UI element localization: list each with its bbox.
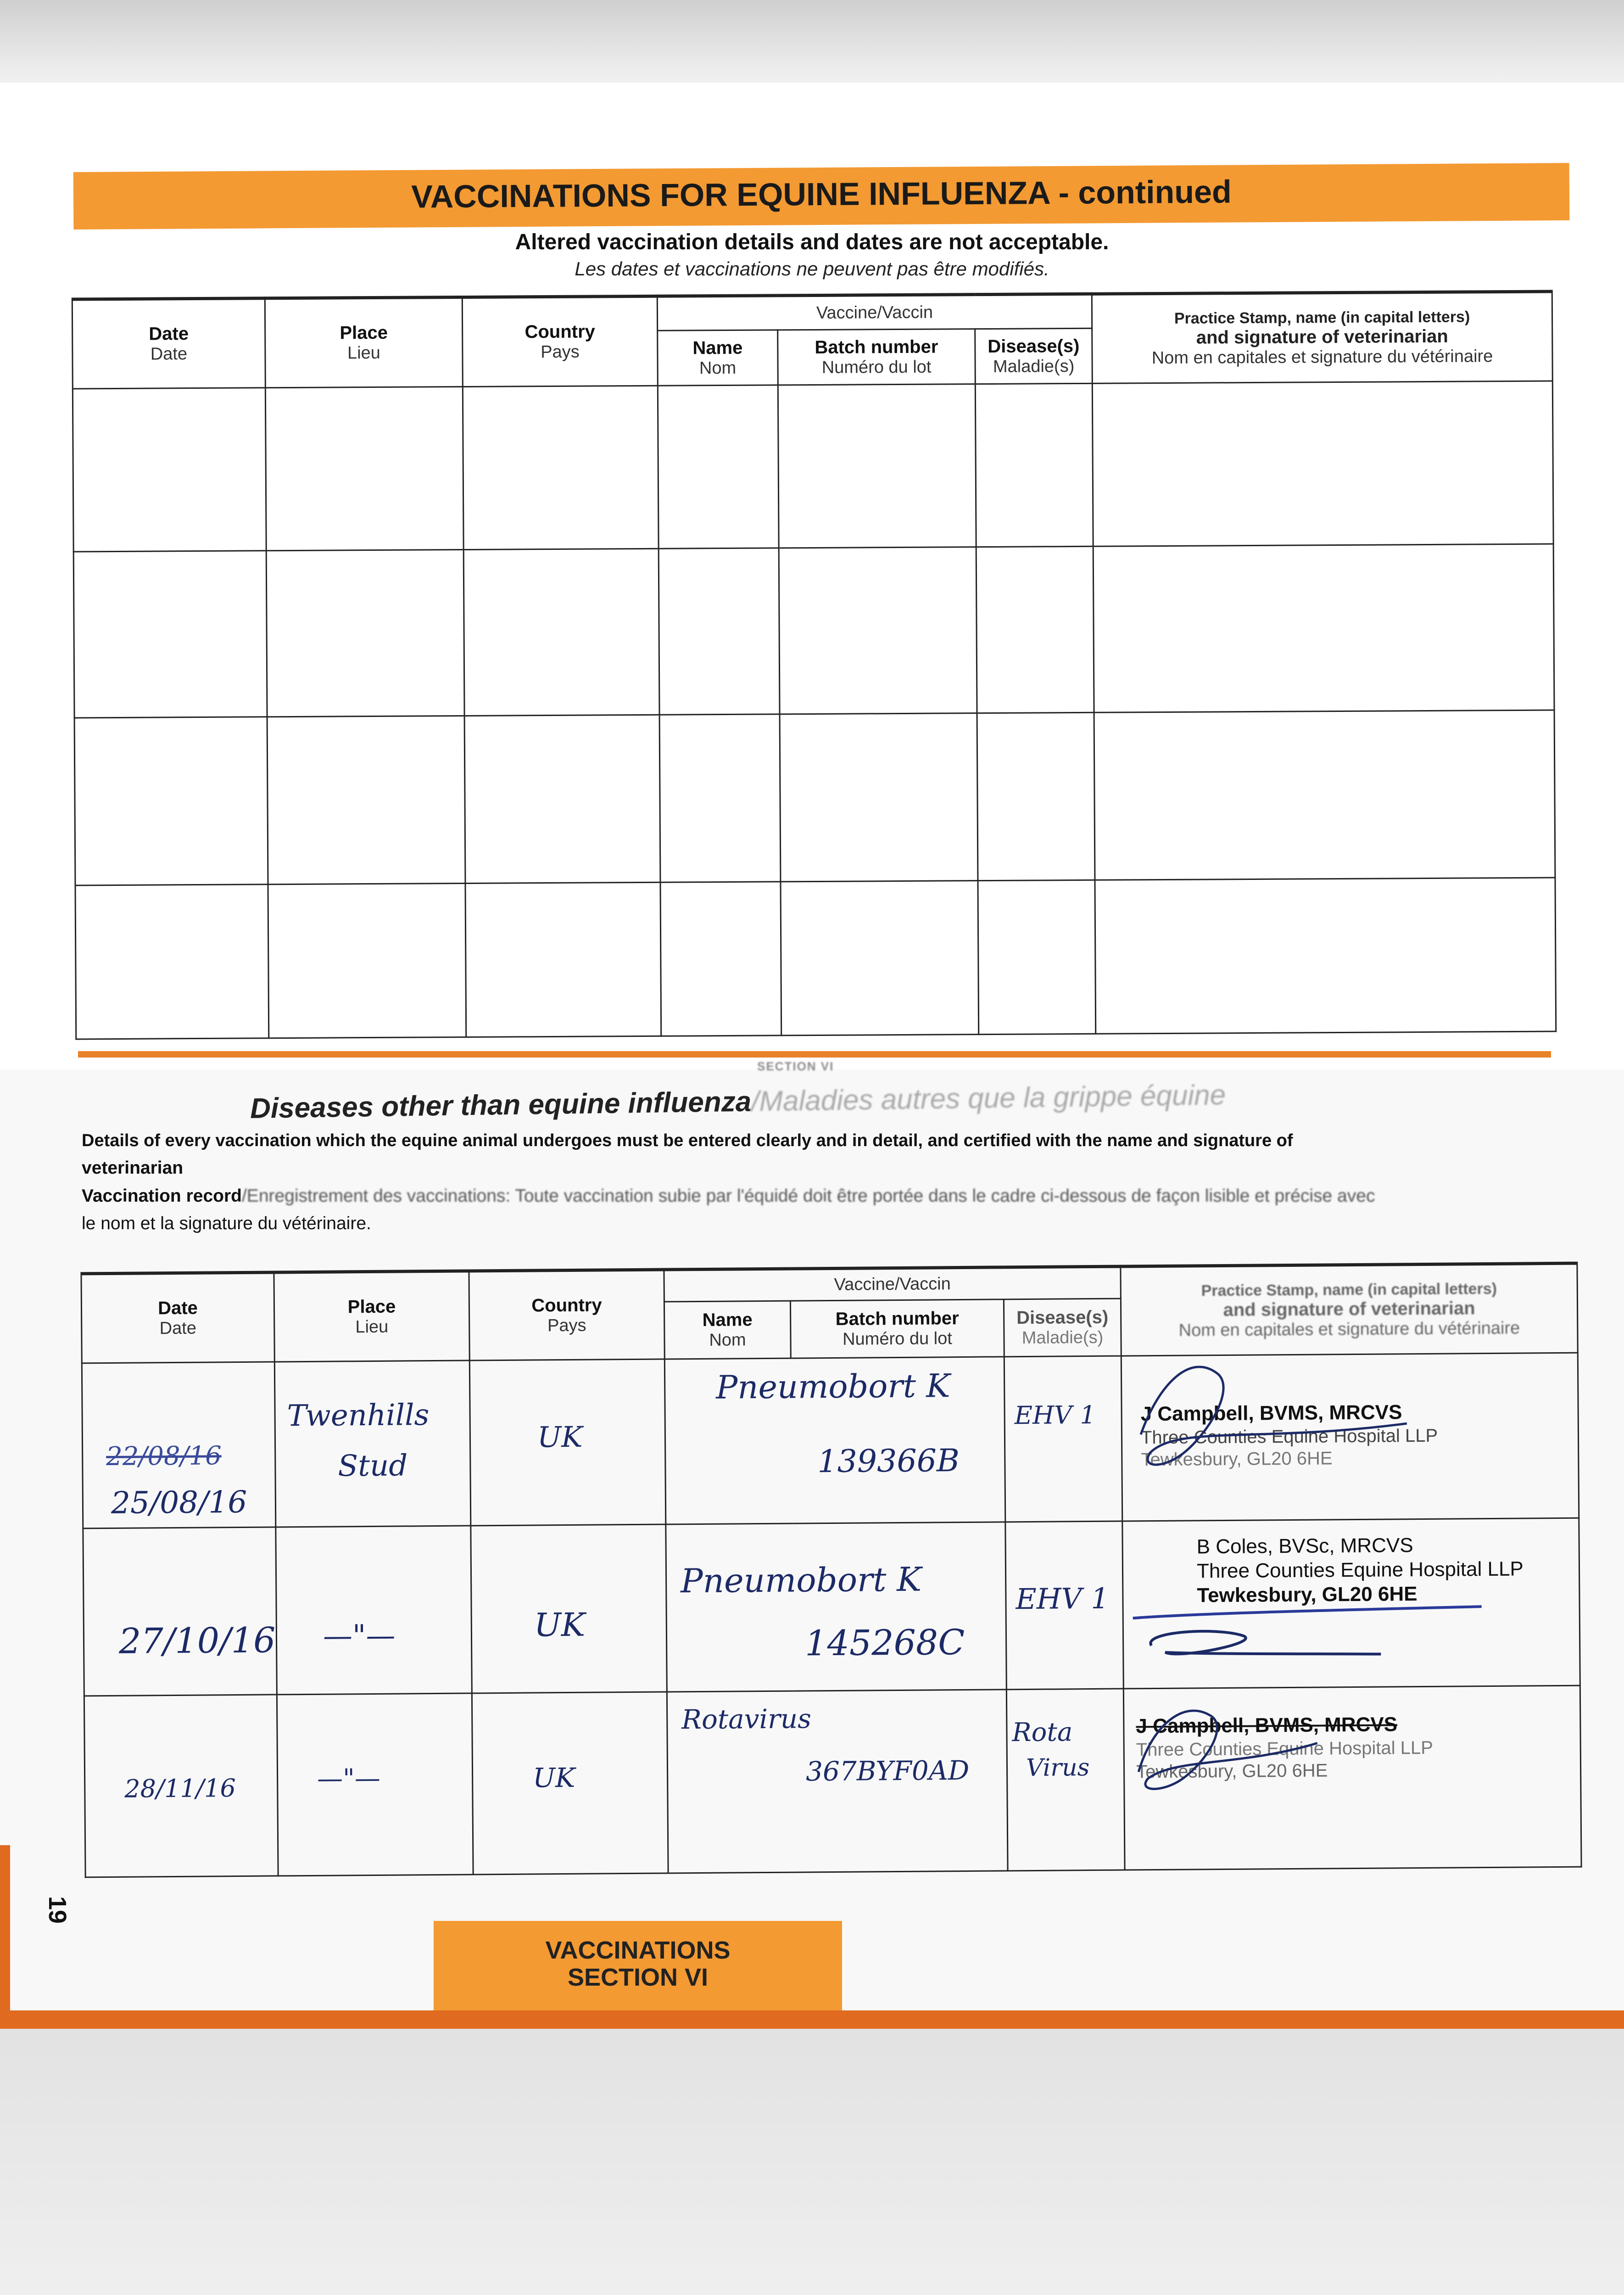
title-banner <box>73 163 1570 230</box>
cover-edge <box>0 2010 1624 2029</box>
col-vaccine-group: Vaccine/Vaccin <box>664 1266 1121 1302</box>
record-place: Twenhills Stud <box>274 1360 471 1527</box>
table-row <box>74 710 1555 885</box>
col-disease: Disease(s) Maladie(s) <box>1004 1299 1121 1357</box>
record-vet-stamp <box>1121 1353 1579 1521</box>
record-vaccine: Pneumobort K 145268C <box>666 1522 1007 1692</box>
record-disease: Rota Virus <box>1006 1689 1125 1871</box>
table-row <box>75 878 1556 1039</box>
col-date: Date Date <box>81 1272 274 1363</box>
col-disease: Disease(s) Maladie(s) <box>975 328 1093 384</box>
col-place: Place Lieu <box>265 297 463 388</box>
col-vaccine-name: Name Nom <box>664 1301 791 1359</box>
section-divider <box>78 1051 1551 1058</box>
table-row <box>82 1353 1579 1528</box>
other-diseases-table <box>80 1262 1582 1878</box>
col-batch-number: Batch number Numéro du lot <box>778 329 976 385</box>
warning-en: Altered vaccination details and dates are not acceptable. <box>515 230 1109 254</box>
record-vet-stamp <box>1122 1518 1580 1689</box>
record-vaccine: Rotavirus 367BYF0AD <box>667 1690 1008 1873</box>
col-date: Date Date <box>72 298 265 389</box>
section-instructions: Details of every vaccination which the equine animal undergoes must be entered clearly and in detail, and certified with the name and signature of veterinarian Vaccination record/Enregistrement des vaccinations: Toute vaccination subie par l'équidé doit être portée dans le cadre ci-dessous de façon lisible et précise avec le nom et la signature du vétérinaire. <box>82 1131 1375 1234</box>
warning-fr: Les dates et vaccinations ne peuvent pas être modifiés. <box>575 258 1049 280</box>
vet-stamp: B Coles, BVSc, MRCVS Three Counties Equine Hospital LLP Tewkesbury, GL20 6HE <box>1196 1534 1524 1607</box>
record-country: UK <box>472 1692 668 1875</box>
page-title: VACCINATIONS FOR EQUINE INFLUENZA - continued <box>411 174 1232 215</box>
record-date: 28/11/16 <box>84 1695 278 1877</box>
col-practice-stamp: Practice Stamp, name (in capital letters) and signature of veterinarian Nom en capitales et signature du vétérinaire <box>1121 1263 1578 1356</box>
col-country: Country Pays <box>469 1270 664 1360</box>
section-label: SECTION VI <box>757 1059 834 1073</box>
record-place: —"— <box>276 1526 472 1695</box>
record-country: UK <box>469 1359 666 1526</box>
record-place: —"— <box>277 1693 473 1876</box>
cover-edge-left <box>0 1845 10 2029</box>
record-vaccine: Pneumobort K 139366B <box>664 1357 1005 1524</box>
page-number: 19 <box>44 1896 72 1924</box>
col-place: Place Lieu <box>274 1271 469 1362</box>
table-row <box>73 381 1553 552</box>
record-disease: EHV 1 <box>1005 1521 1124 1690</box>
col-vaccine-group: Vaccine/Vaccin <box>657 294 1092 330</box>
record-vet-stamp <box>1123 1685 1581 1870</box>
vet-stamp: J Campbell, BVMS, MRCVS Three Counties Equine Hospital LLP Tewkesbury, GL20 6HE <box>1136 1713 1433 1782</box>
record-date: 22/08/16 25/08/16 <box>82 1362 276 1528</box>
vet-stamp: J Campbell, BVMS, MRCVS Three Counties Equine Hospital LLP Tewkesbury, GL20 6HE <box>1140 1401 1438 1470</box>
col-batch-number: Batch number Numéro du lot <box>790 1299 1004 1358</box>
record-date: 27/10/16 <box>83 1527 277 1696</box>
vet-signature <box>1122 1354 1579 1522</box>
table-row <box>83 1518 1580 1696</box>
record-disease: EHV 1 <box>1004 1356 1122 1522</box>
section-tab: VACCINATIONS SECTION VI <box>434 1921 842 2015</box>
col-vaccine-name: Name Nom <box>658 330 778 386</box>
scan-background <box>0 2029 1624 2295</box>
table-row <box>73 544 1554 718</box>
table-row <box>84 1685 1581 1877</box>
influenza-vaccination-table <box>72 290 1557 1040</box>
vet-signature <box>1123 1519 1581 1690</box>
section-title: Diseases other than equine influenza/Maladies autres que la grippe équine <box>250 1079 1226 1125</box>
col-practice-stamp: Practice Stamp, name (in capital letters) and signature of veterinarian Nom en capitales et signature du vétérinaire <box>1092 291 1552 383</box>
col-country: Country Pays <box>462 296 658 386</box>
vet-signature <box>1124 1686 1582 1871</box>
record-country: UK <box>471 1524 667 1693</box>
